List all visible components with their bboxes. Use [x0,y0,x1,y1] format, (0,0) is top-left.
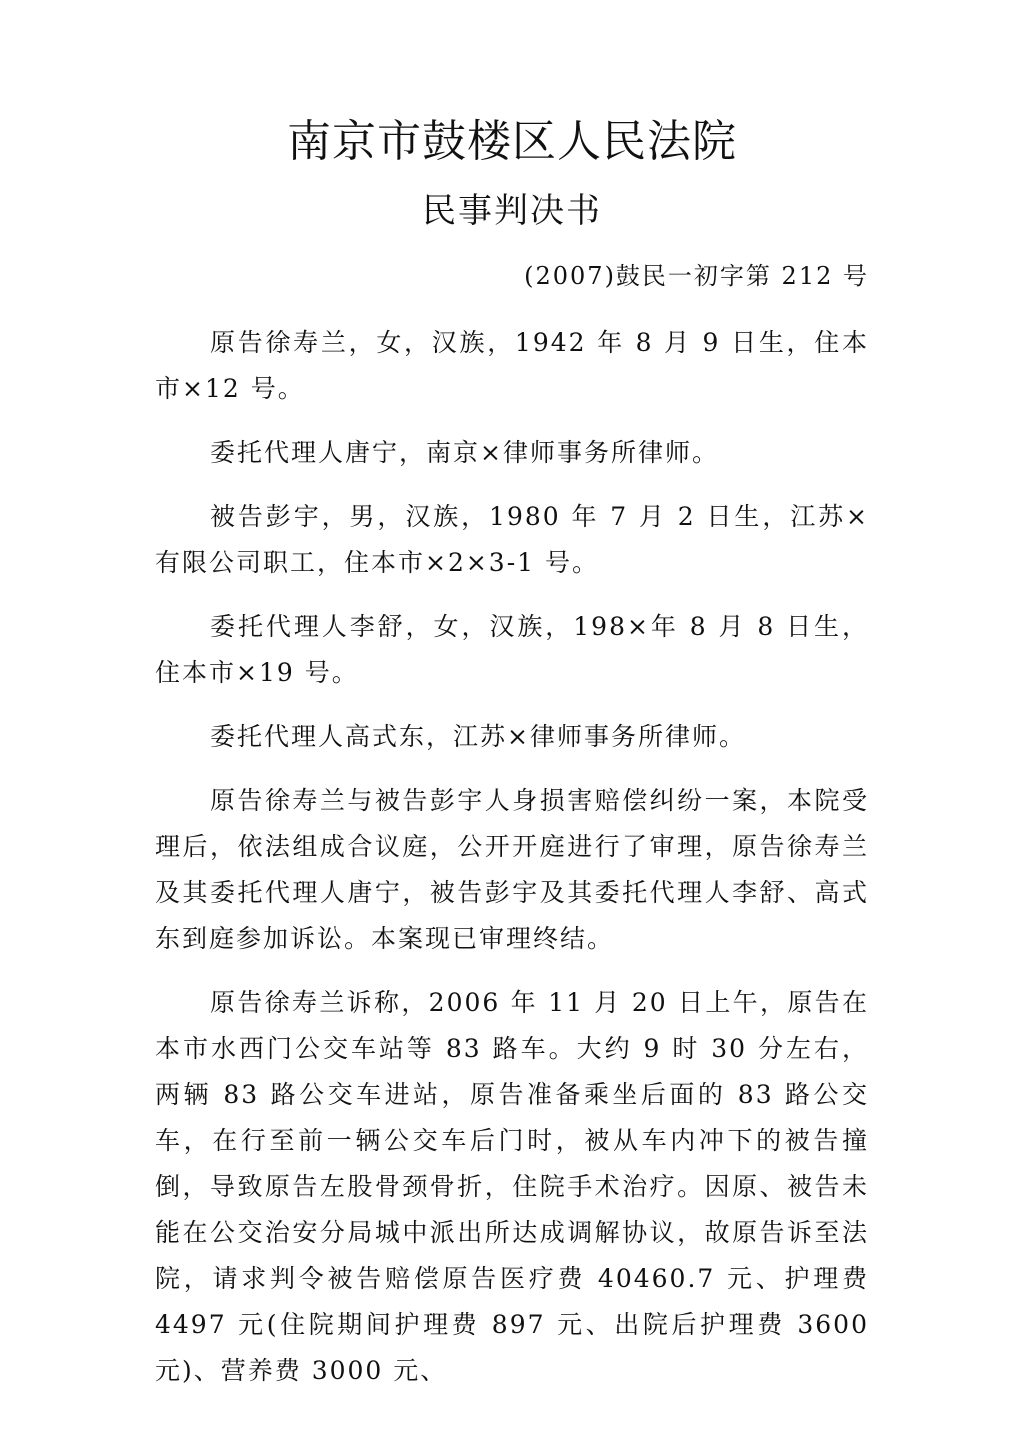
paragraph-defendant-agent-1: 委托代理人李舒，女，汉族，198×年 8 月 8 日生，住本市×19 号。 [155,612,869,687]
paragraph-defendant-agent-2: 委托代理人高式东，江苏×律师事务所律师。 [210,722,746,751]
paragraph-defendant: 被告彭宇，男，汉族，1980 年 7 月 2 日生，江苏×有限公司职工，住本市×2×3-1 号。 [155,502,869,577]
case-number: (2007)鼓民一初字第 212 号 [524,262,869,290]
paragraph-plaintiff: 原告徐寿兰，女，汉族，1942 年 8 月 9 日生，住本市×12 号。 [155,328,869,403]
document-body [155,320,869,1412]
paragraph-plaintiff-agent: 委托代理人唐宁，南京×律师事务所律师。 [210,438,719,467]
paragraph-case-summary: 原告徐寿兰与被告彭宇人身损害赔偿纠纷一案，本院受理后，依法组成合议庭，公开开庭进行了审理，原告徐寿兰及其委托代理人唐宁，被告彭宇及其委托代理人李舒、高式东到庭参加诉讼。本案现已审理终结。 [155,786,869,953]
court-name: 南京市鼓楼区人民法院 [287,116,737,167]
paragraph-plaintiff-claim: 原告徐寿兰诉称，2006 年 11 月 20 日上午，原告在本市水西门公交车站等 83 路车。大约 9 时 30 分左右，两辆 83 路公交车进站，原告准备乘坐后面的 83 路公交车，在行至前一辆公交车后门时，被从车内冲下的被告撞倒，导致原告左股骨颈骨折，住院手术治疗。因原、被告未能在公交治安分局城中派出所达成调解协议，故原告诉至法院，请求判令被告赔偿原告医疗费 40460.7 元、护理费 4497 元(住院期间护理费 897 元、出院后护理费 3600 元)、营养费 3000 元、 [155,988,869,1385]
document-type: 民事判决书 [422,191,602,231]
